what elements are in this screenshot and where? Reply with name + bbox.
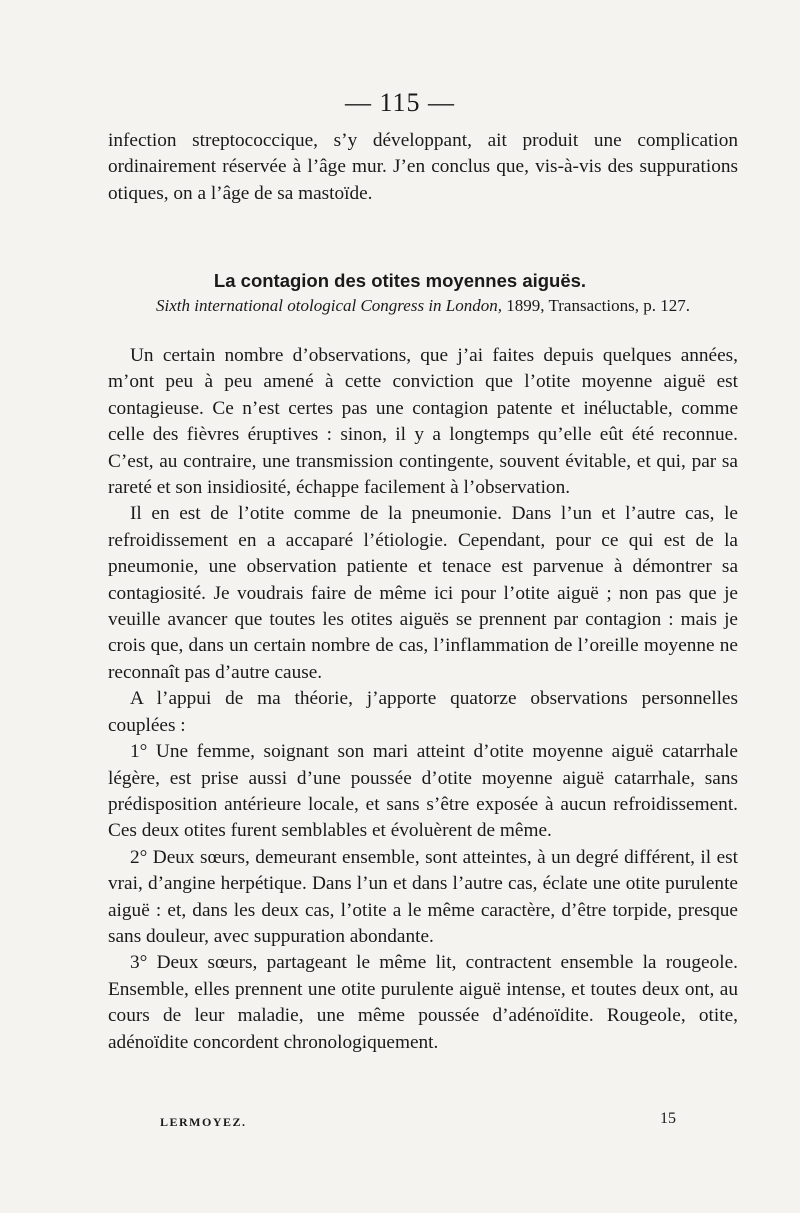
- citation-congress: Sixth international otological Congress in London,: [156, 296, 503, 315]
- citation-details: 1899, Transactions, p. 127.: [502, 296, 690, 315]
- paragraph-4: 1° Une femme, soignant son mari atteint d’otite moyenne aiguë catarrhale légère, est prise aussi d’une poussée d’otite moyenne aiguë catarrhale, sans prédisposition antérieure locale, et sans s’être exposée à aucun refroidissement. Ces deux otites furent semblables et évoluèrent de même.: [108, 741, 738, 842]
- footer-signature: 15: [660, 1110, 676, 1127]
- body-text: [108, 343, 738, 1056]
- page-number: — 115 —: [344, 88, 456, 117]
- paragraph-6: 3° Deux sœurs, partageant le même lit, contractent ensemble la rougeole. Ensemble, elles prennent une otite purulente aiguë intense, et toutes deux ont, au cours de leur maladie, une même poussée d’adénoïdite. Rougeole, otite, adénoïdite concordent chronologiquement.: [108, 952, 738, 1053]
- section-title: La contagion des otites moyennes aiguës.: [213, 270, 587, 291]
- intro-paragraph: infection streptococcique, s’y développant, ait produit une complication ordinairement réservée à l’âge mur. J’en conclus que, vis-à-vis des suppurations otiques, on a l’âge de sa mastoïde.: [108, 130, 738, 204]
- footer-author: LERMOYEZ.: [160, 1115, 247, 1129]
- paragraph-5: 2° Deux sœurs, demeurant ensemble, sont atteintes, à un degré différent, il est vrai, d’angine herpétique. Dans l’un et dans l’autre cas, éclate une otite purulente aiguë : et, dans les deux cas, l’otite a le même caractère, d’être torpide, presque sans douleur, avec suppuration abondante.: [108, 846, 738, 947]
- paragraph-1: Un certain nombre d’observations, que j’ai faites depuis quelques années, m’ont peu à peu amené à cette conviction que l’otite moyenne aiguë est contagieuse. Ce n’est certes pas une contagion patente et inéluctable, comme celle des fièvres éruptives : sinon, il y a longtemps qu’elle eût été reconnue. C’est, au contraire, une transmission contingente, souvent évitable, et qui, par sa rareté et son insidiosité, échappe facilement à l’observation.: [108, 345, 738, 499]
- paragraph-2: Il en est de l’otite comme de la pneumonie. Dans l’un et l’autre cas, le refroidissement en a accaparé l’étiologie. Cependant, pour ce qui est de la pneumonie, une observation patiente et tenace est parvenue à démontrer sa contagiosité. Je voudrais faire de même ici pour l’otite aiguë ; non pas que je veuille avancer que toutes les otites aiguës se prennent par contagion : mais je crois que, dans un certain nombre de cas, l’inflammation de l’oreille moyenne ne reconnaît pas d’autre cause.: [108, 503, 738, 683]
- paragraph-3: A l’appui de ma théorie, j’apporte quatorze observations personnelles couplées :: [108, 688, 738, 736]
- intro-paragraph-block: [108, 128, 738, 207]
- section-citation: [108, 296, 738, 316]
